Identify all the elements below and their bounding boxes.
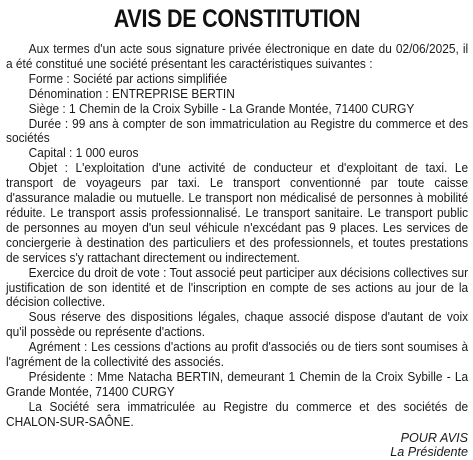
notice-paragraph-seat: Siège : 1 Chemin de la Croix Sybille - La Grande Montée, 71400 CURGY bbox=[28, 101, 415, 116]
signature-line-pour-avis: POUR AVIS bbox=[400, 430, 468, 445]
signature-line-role: La Présidente bbox=[390, 445, 468, 460]
notice-paragraph-registration: La Société sera immatriculée au Registre du commerce et des sociétés de CHALON-SUR-SAÔNE. bbox=[6, 399, 469, 429]
notice-body bbox=[6, 42, 468, 430]
notice-paragraph-voting: Exercice du droit de vote : Tout associé peut participer aux décisions collectives sur justification de son identité et de l'inscription en compte de ses actions au jour de la décision collective. bbox=[6, 265, 469, 310]
notice-paragraph-intro: Aux termes d'un acte sous signature privée électronique en date du 02/06/2025, il a été constitué une société présentant les caractéristiques suivantes : bbox=[6, 42, 469, 71]
notice-paragraph-name: Dénomination : ENTREPRISE BERTIN bbox=[28, 86, 235, 101]
legal-notice bbox=[6, 4, 468, 460]
notice-paragraph-votes: Sous réserve des dispositions légales, chaque associé dispose d'autant de voix qu'il possède ou représente d'actions. bbox=[6, 310, 469, 340]
notice-paragraph-duration: Durée : 99 ans à compter de son immatriculation au Registre du commerce et des sociétés bbox=[6, 116, 469, 146]
notice-paragraph-approval: Agrément : Les cessions d'actions au profit d'associés ou de tiers sont soumises à l'agrément de la collectivité des associés. bbox=[6, 340, 469, 370]
notice-paragraph-president: Présidente : Mme Natacha BERTIN, demeurant 1 Chemin de la Croix Sybille - La Grande Montée, 71400 CURGY bbox=[6, 369, 469, 399]
notice-paragraph-purpose: Objet : L'exploitation d'une activité de conducteur et d'exploitant de taxi. Le transport de voyageurs par taxi. Le transport conventionné par toute caisse d'assurance maladie ou mutuelle. Le transport non médicalisé de personnes à mobilité réduite. Le transport assis professionnalisé. Le transport sanitaire. Le transport public de personnes au moyen d'un seul véhicule n'excédant pas 9 places. Les services de conciergerie à destination des particuliers et des professionnels, et toutes prestations de services s'y rattachant directement ou indirectement. bbox=[6, 161, 469, 265]
notice-title: AVIS DE CONSTITUTION bbox=[113, 5, 361, 33]
notice-paragraph-form: Forme : Société par actions simplifiée bbox=[28, 71, 228, 86]
notice-signature bbox=[6, 431, 468, 460]
notice-paragraph-capital: Capital : 1 000 euros bbox=[28, 146, 139, 161]
